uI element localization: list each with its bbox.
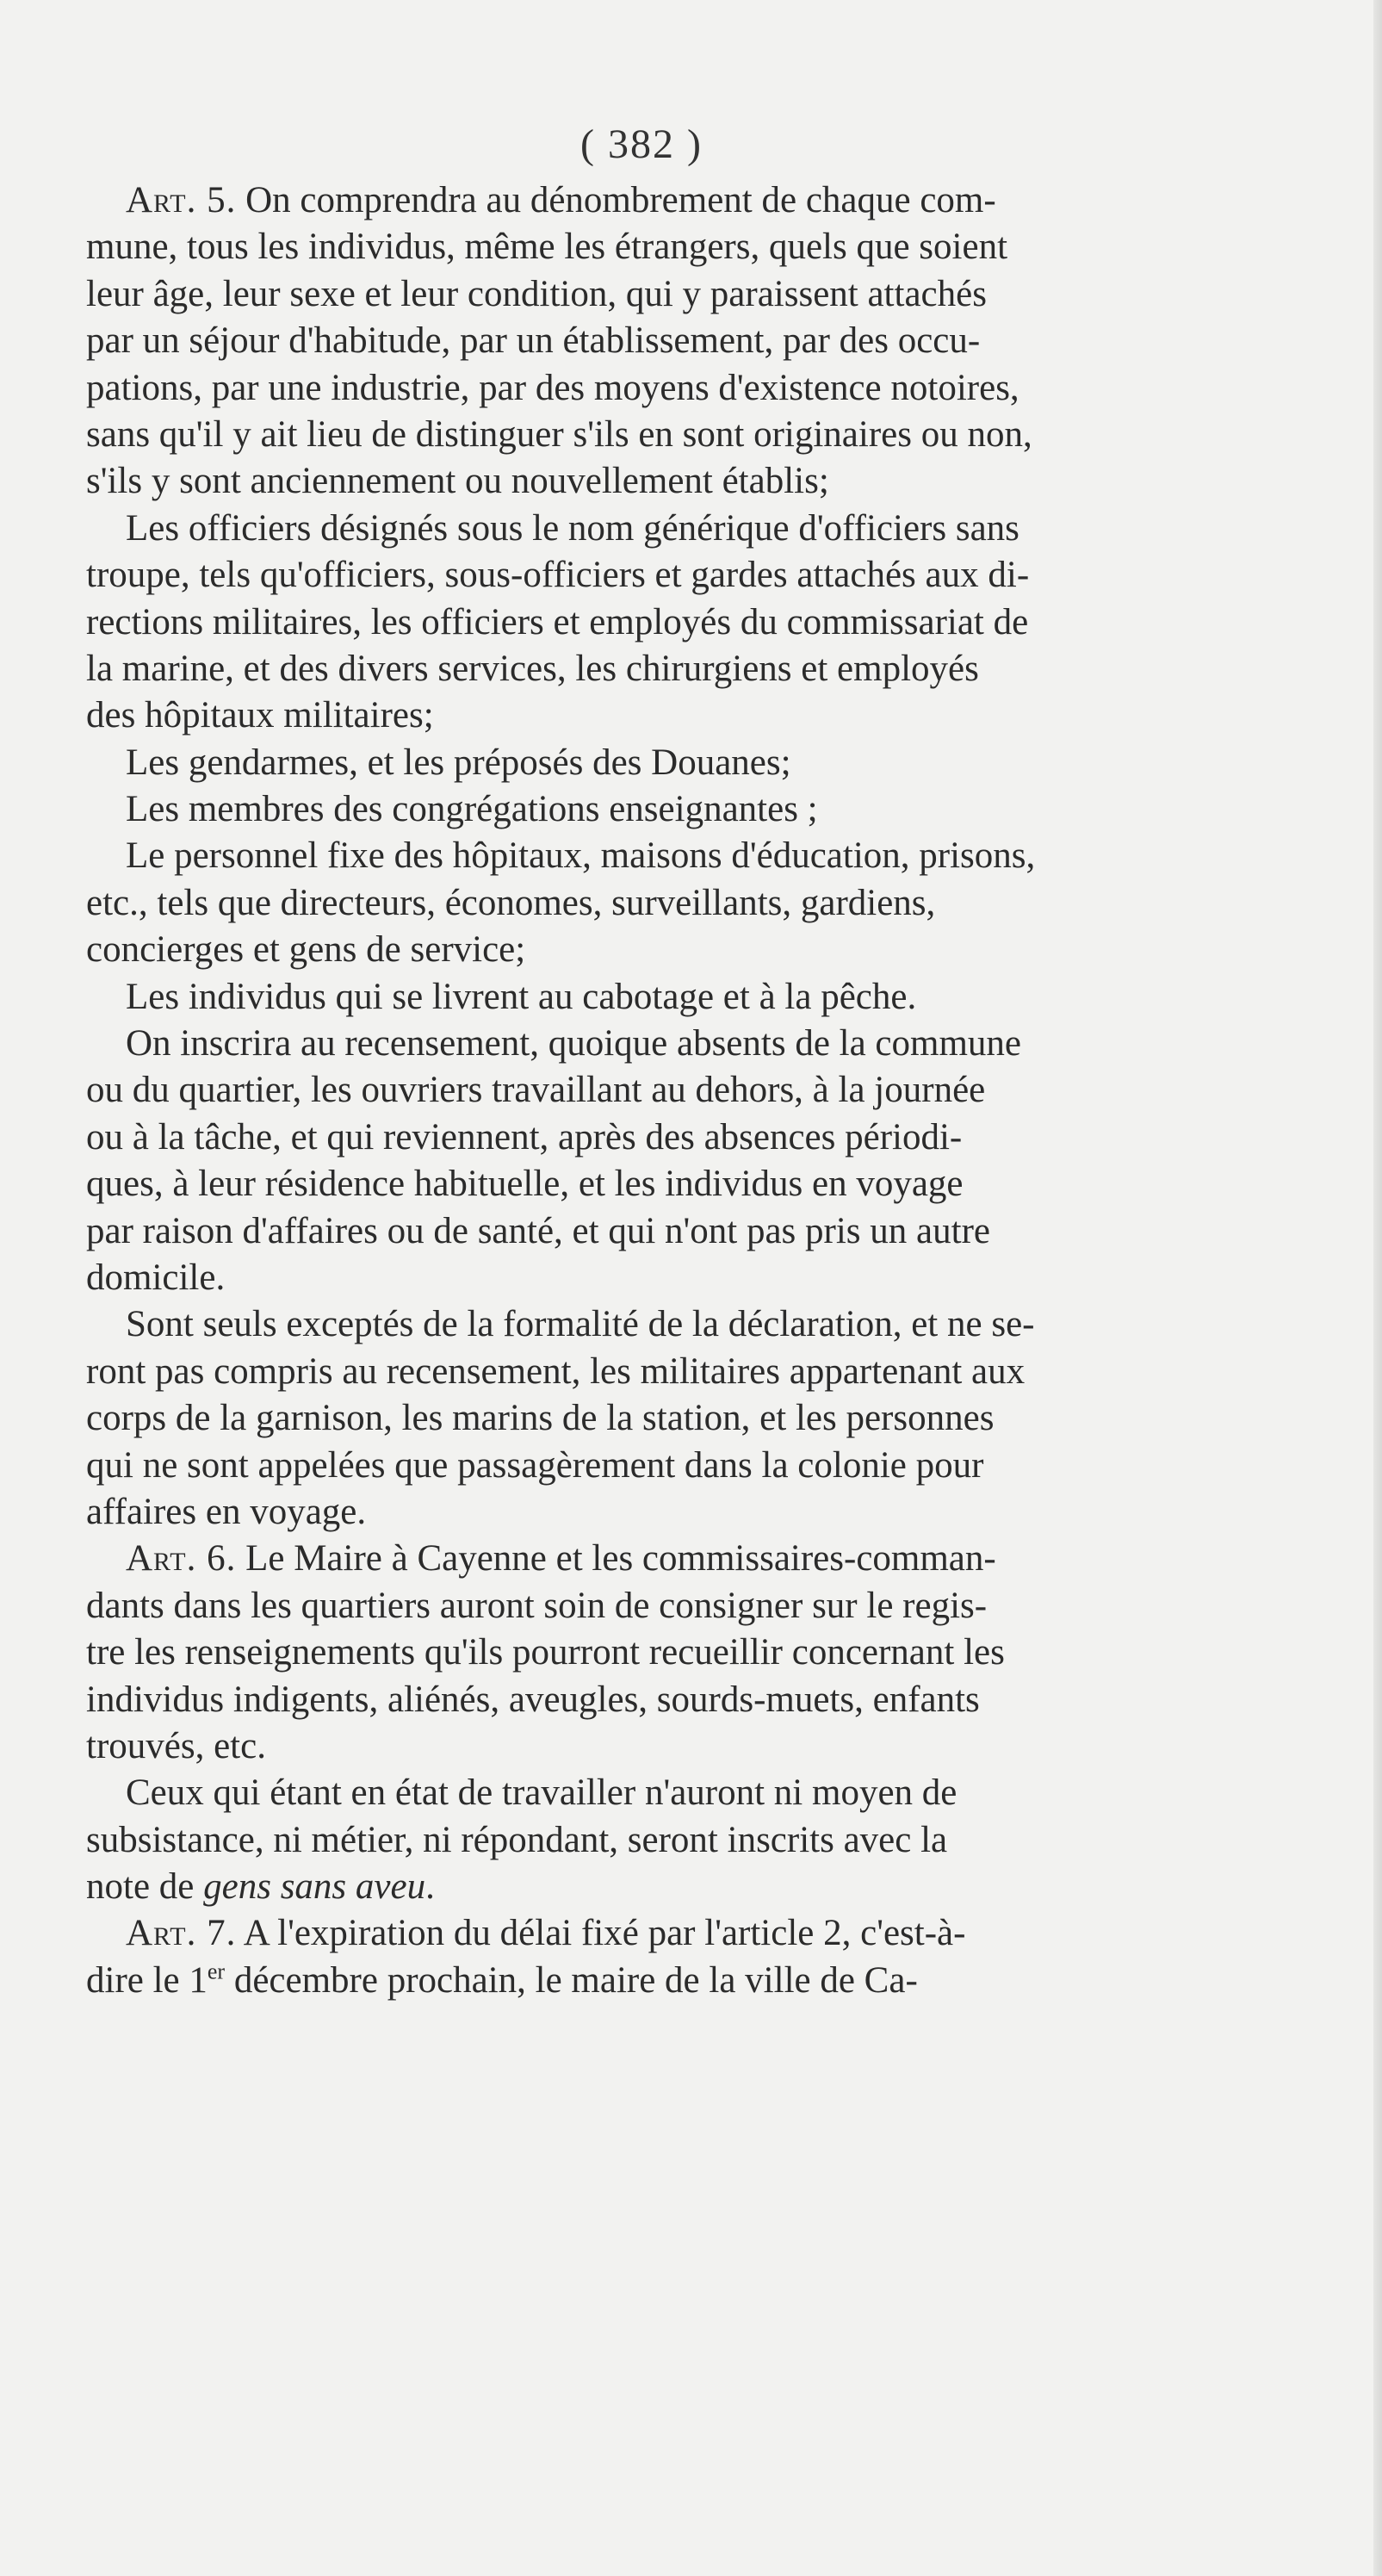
text-line xyxy=(86,1910,1378,1957)
text-line xyxy=(86,365,1378,412)
superscript: er xyxy=(207,1958,226,1984)
article-label: Art. 5. xyxy=(126,180,237,220)
text-line xyxy=(86,692,1378,739)
text-line xyxy=(86,833,1378,879)
text-line xyxy=(86,1677,1378,1723)
line-text: qui ne sont appelées que passagèrement dans la colonie pour xyxy=(86,1444,984,1486)
text-line xyxy=(86,177,1378,224)
article-label: Art. 7. xyxy=(126,1913,237,1954)
text-line xyxy=(86,1161,1378,1207)
text-line xyxy=(86,412,1378,458)
line-text: leur âge, leur sexe et leur condition, qui y paraissent attachés xyxy=(86,273,987,314)
text-line xyxy=(86,1536,1378,1582)
text-line xyxy=(86,506,1378,552)
line-text: troupe, tels qu'officiers, sous-officiers et gardes attachés aux di- xyxy=(86,555,1030,596)
text-line xyxy=(86,318,1378,364)
line-text: dants dans les quartiers auront soin de consigner sur le regis- xyxy=(86,1585,988,1626)
line-text: corps de la garnison, les marins de la station, et les personnes xyxy=(86,1398,995,1439)
line-text: Sont seuls exceptés de la formalité de la déclaration, et ne se- xyxy=(126,1304,1035,1345)
line-text: affaires en voyage. xyxy=(86,1491,367,1532)
line-text-tail: . xyxy=(425,1866,435,1908)
line-text: par raison d'affaires ou de santé, et qui n'ont pas pris un autre xyxy=(86,1210,990,1251)
text-line xyxy=(86,458,1378,505)
line-text: rections militaires, les officiers et employés du commissariat de xyxy=(86,601,1029,642)
line-text: s'ils y sont anciennement ou nouvellement établis; xyxy=(86,461,829,502)
line-text: On inscrira au recensement, quoique absents de la commune xyxy=(126,1023,1021,1065)
line-text: Les membres des congrégations enseignantes ; xyxy=(126,789,818,830)
text-line xyxy=(86,1583,1378,1629)
line-text: ou du quartier, les ouvriers travaillant au dehors, à la journée xyxy=(86,1070,986,1111)
text-line xyxy=(86,646,1378,692)
text-line xyxy=(86,927,1378,973)
line-text: A l'expiration du délai fixé par l'article 2, c'est-à- xyxy=(236,1913,966,1954)
text-line xyxy=(86,786,1378,833)
line-text: Les officiers désignés sous le nom générique d'officiers sans xyxy=(126,507,1019,549)
line-text: ques, à leur résidence habituelle, et les individus en voyage xyxy=(86,1164,964,1205)
line-text: Les individus qui se livrent au cabotage et à la pêche. xyxy=(126,976,917,1017)
line-text-tail: décembre prochain, le maire de la ville de Ca- xyxy=(225,1959,918,2001)
text-line xyxy=(86,1629,1378,1676)
line-text: note de xyxy=(86,1866,204,1908)
text-line xyxy=(86,740,1378,786)
text-line xyxy=(86,1723,1378,1770)
line-text: individus indigents, aliénés, aveugles, sourds-muets, enfants xyxy=(86,1679,980,1720)
text-line xyxy=(86,1208,1378,1255)
text-line xyxy=(86,1958,1378,2004)
text-line xyxy=(86,1489,1378,1536)
line-text: dire le 1 xyxy=(86,1959,208,2001)
line-text: Les gendarmes, et les préposés des Douanes; xyxy=(126,742,791,783)
line-text: concierges et gens de service; xyxy=(86,929,526,971)
text-line xyxy=(86,224,1378,270)
line-text: sans qu'il y ait lieu de distinguer s'ils en sont originaires ou non, xyxy=(86,413,1032,455)
text-line xyxy=(86,880,1378,927)
text-line xyxy=(86,974,1378,1021)
line-text: etc., tels que directeurs, économes, surveillants, gardiens, xyxy=(86,882,936,923)
line-text: Le Maire à Cayenne et les commissaires-comman- xyxy=(236,1538,996,1580)
line-text: pations, par une industrie, par des moyens d'existence notoires, xyxy=(86,367,1019,408)
text-line xyxy=(86,271,1378,318)
text-line xyxy=(86,1349,1378,1395)
line-text: subsistance, ni métier, ni répondant, seront inscrits avec la xyxy=(86,1819,948,1860)
text-line xyxy=(86,1817,1378,1864)
line-text: mune, tous les individus, même les étrangers, quels que soient xyxy=(86,227,1008,268)
line-text: Ceux qui étant en état de travailler n'auront ni moyen de xyxy=(126,1772,957,1814)
text-line xyxy=(86,1301,1378,1348)
line-text: la marine, et des divers services, les chirurgiens et employés xyxy=(86,648,979,689)
text-line xyxy=(86,1864,1378,1910)
page-number: ( 382 ) xyxy=(580,121,703,167)
text-line xyxy=(86,1067,1378,1114)
text-line xyxy=(86,599,1378,646)
line-text: trouvés, etc. xyxy=(86,1725,266,1766)
line-text: par un séjour d'habitude, par un établissement, par des occu- xyxy=(86,320,981,362)
text-line xyxy=(86,1443,1378,1489)
line-text: ou à la tâche, et qui reviennent, après des absences périodi- xyxy=(86,1116,963,1158)
text-line xyxy=(86,1114,1378,1161)
text-line xyxy=(86,1770,1378,1816)
line-text: des hôpitaux militaires; xyxy=(86,695,434,736)
article-label: Art. 6. xyxy=(126,1538,237,1580)
line-text: domicile. xyxy=(86,1257,226,1298)
line-text: On comprendra au dénombrement de chaque com- xyxy=(236,180,996,220)
line-text: Le personnel fixe des hôpitaux, maisons d'éducation, prisons, xyxy=(126,835,1036,877)
body-text xyxy=(86,177,1378,2004)
text-line xyxy=(86,1395,1378,1442)
italic-text: gens sans aveu xyxy=(203,1866,426,1908)
line-text: ront pas compris au recensement, les militaires appartenant aux xyxy=(86,1350,1026,1392)
line-text: tre les renseignements qu'ils pourront recueillir concernant les xyxy=(86,1632,1005,1673)
text-line xyxy=(86,552,1378,599)
text-line xyxy=(86,1255,1378,1301)
text-line xyxy=(86,1021,1378,1067)
